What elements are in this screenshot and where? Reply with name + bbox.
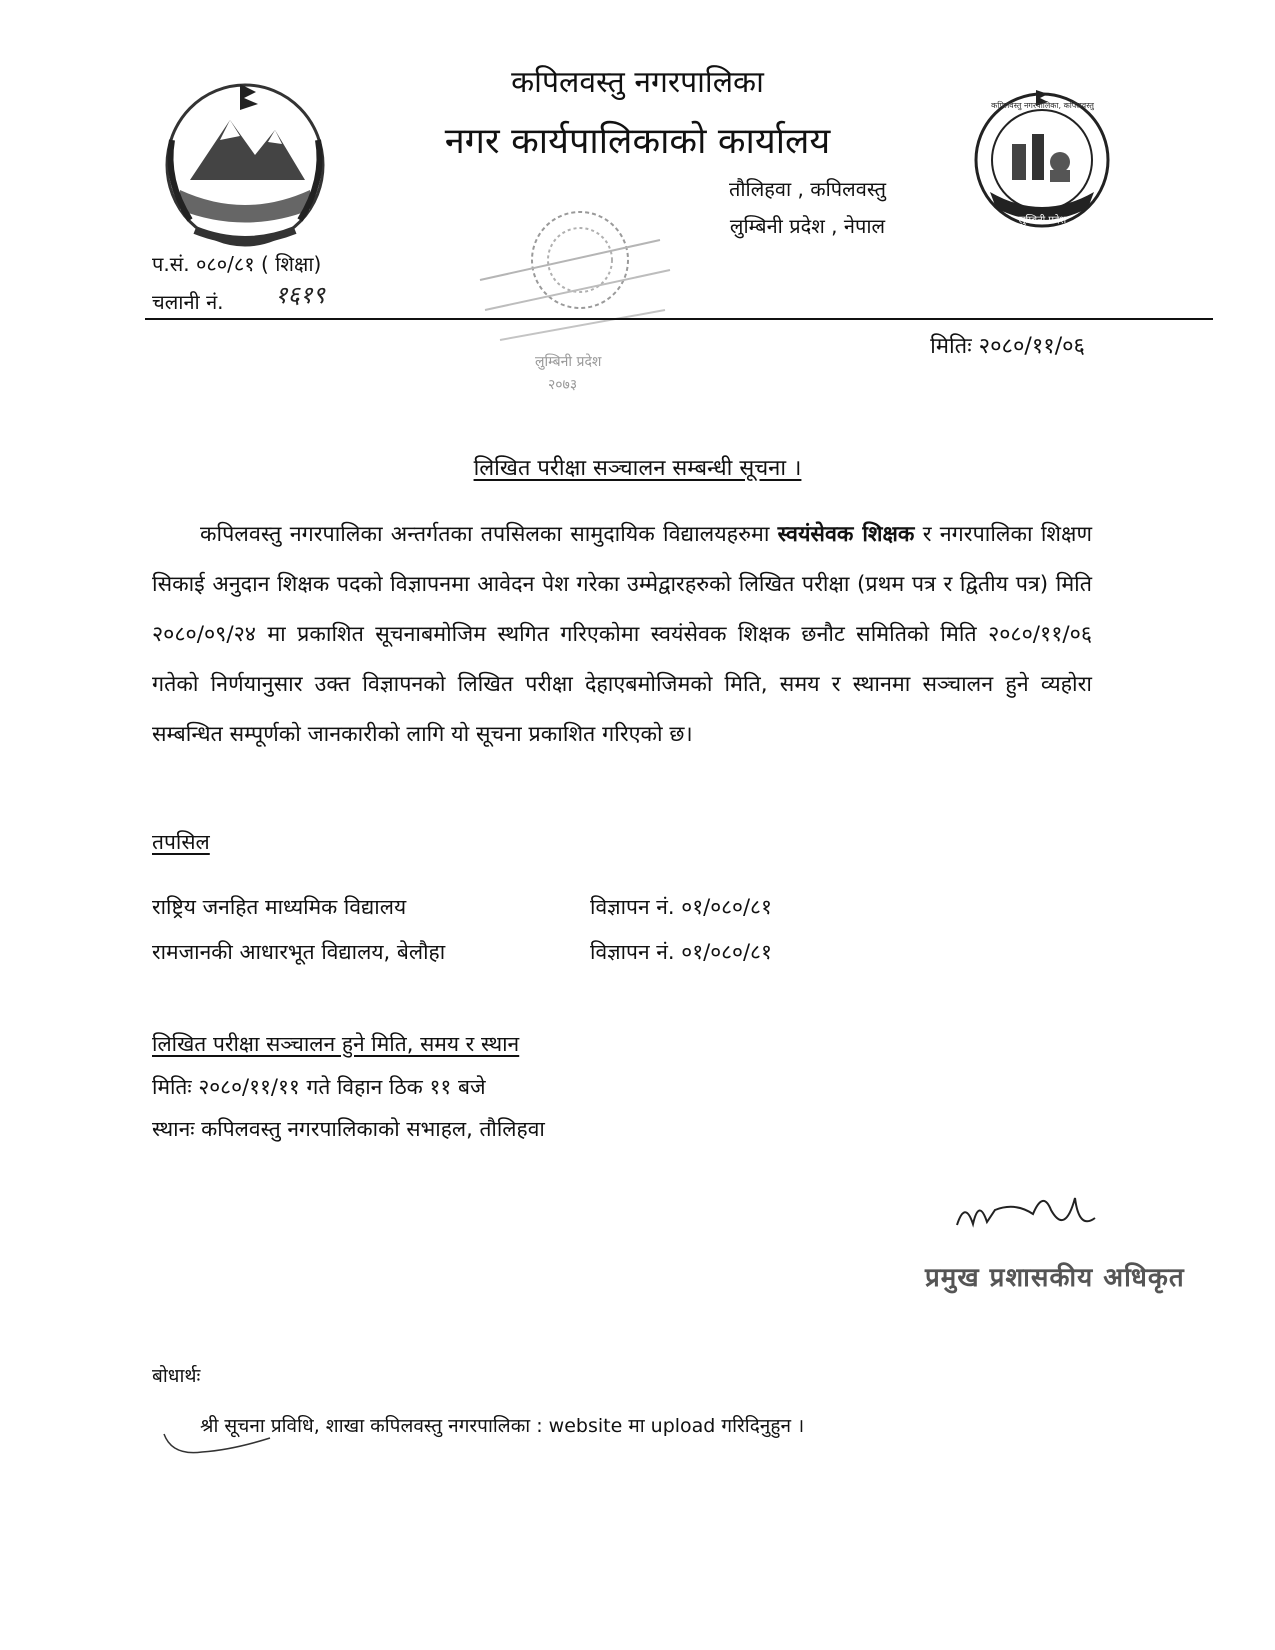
body-part-1: कपिलवस्तु नगरपालिका अन्तर्गतका तपसिलका सामुदायिक विद्यालयहरुमा [200,522,778,547]
cc-underline-mark-icon [162,1430,272,1460]
exam-date: मितिः २०८०/११/११ गते विहान ठिक ११ बजे [152,1075,486,1099]
cc-label: बोधार्थः [152,1365,201,1387]
office-province: लुम्बिनी प्रदेश , नेपाल [729,214,886,238]
body-part-2: र नगरपालिका शिक्षण सिकाई अनुदान शिक्षक पदको विज्ञापनमा आवेदन पेश गरेका उम्मेद्वारहरुको लिखित परीक्षा (प्रथम पत्र र द्वितीय पत्र) मिति २०८०/०९/२४ मा प्रकाशित सूचनाबमोजिम स्थगित गरिएकोमा स्वयंसेवक शिक्षक छनौट समितिको मिति २०८०/११/०६ गतेको निर्णयानुसार उक्त विज्ञापनको लिखित परीक्षा देहाएबमोजिमको मिति, समय र स्थानमा सञ्चालन हुने व्यहोरा सम्बन्धित सम्पूर्णको जानकारीको लागि यो सूचना प्रकाशित गरिएको छ। [152,522,1092,747]
office-location: तौलिहवा , कपिलवस्तु [728,177,887,201]
notice-date: मितिः २०८०/११/०६ [930,334,1085,359]
reference-number: प.सं. ०८०/८१ ( शिक्षा) [152,252,322,276]
schedule-ad-2: विज्ञापन नं. ०१/०८०/८१ [590,940,772,964]
schedule-school-1: राष्ट्रिय जनहित माध्यमिक विद्यालय [152,895,407,919]
exam-place: स्थानः कपिलवस्तु नगरपालिकाको सभाहल, तौलिहवा [152,1117,545,1141]
schedule-school-2: रामजानकी आधारभूत विद्यालय, बेलौहा [152,940,446,964]
seal-ring-text: कपिलवस्तु नगरपालिका, कपिलवस्तु [991,101,1094,110]
municipality-name: कपिलवस्तु नगरपालिका [511,65,764,100]
stamp-year: २०७३ [548,377,578,393]
cc-line: श्री सूचना प्रविधि, शाखा कपिलवस्तु नगरपालिका : website मा upload गरिदिनुहुन । [200,1415,805,1437]
body-bold: स्वयंसेवक शिक्षक [777,522,915,547]
signatory-title: प्रमुख प्रशासकीय अधिकृत [925,1263,1185,1293]
office-name: नगर कार्यपालिकाको कार्यालय [444,121,831,162]
notice-title [0,452,1275,482]
schedule-heading: तपसिल [152,830,210,854]
chalani-number: १६१९ [275,281,325,309]
exam-heading: लिखित परीक्षा सञ्चालन हुने मिति, समय र स्थान [152,1032,520,1056]
chalani-label: चलानी नं. [152,290,224,314]
notice-title-text: लिखित परीक्षा सञ्चालन सम्बन्धी सूचना । [473,456,802,481]
schedule-ad-1: विज्ञापन नं. ०१/०८०/८१ [590,895,772,919]
signature-scrawl-icon [955,1180,1105,1240]
seal-province-text: लुम्बिनी प्रदेश [1018,215,1067,226]
header-divider [145,318,1213,320]
notice-body [152,510,1092,760]
stamp-province: लुम्बिनी प्रदेश [535,354,602,370]
